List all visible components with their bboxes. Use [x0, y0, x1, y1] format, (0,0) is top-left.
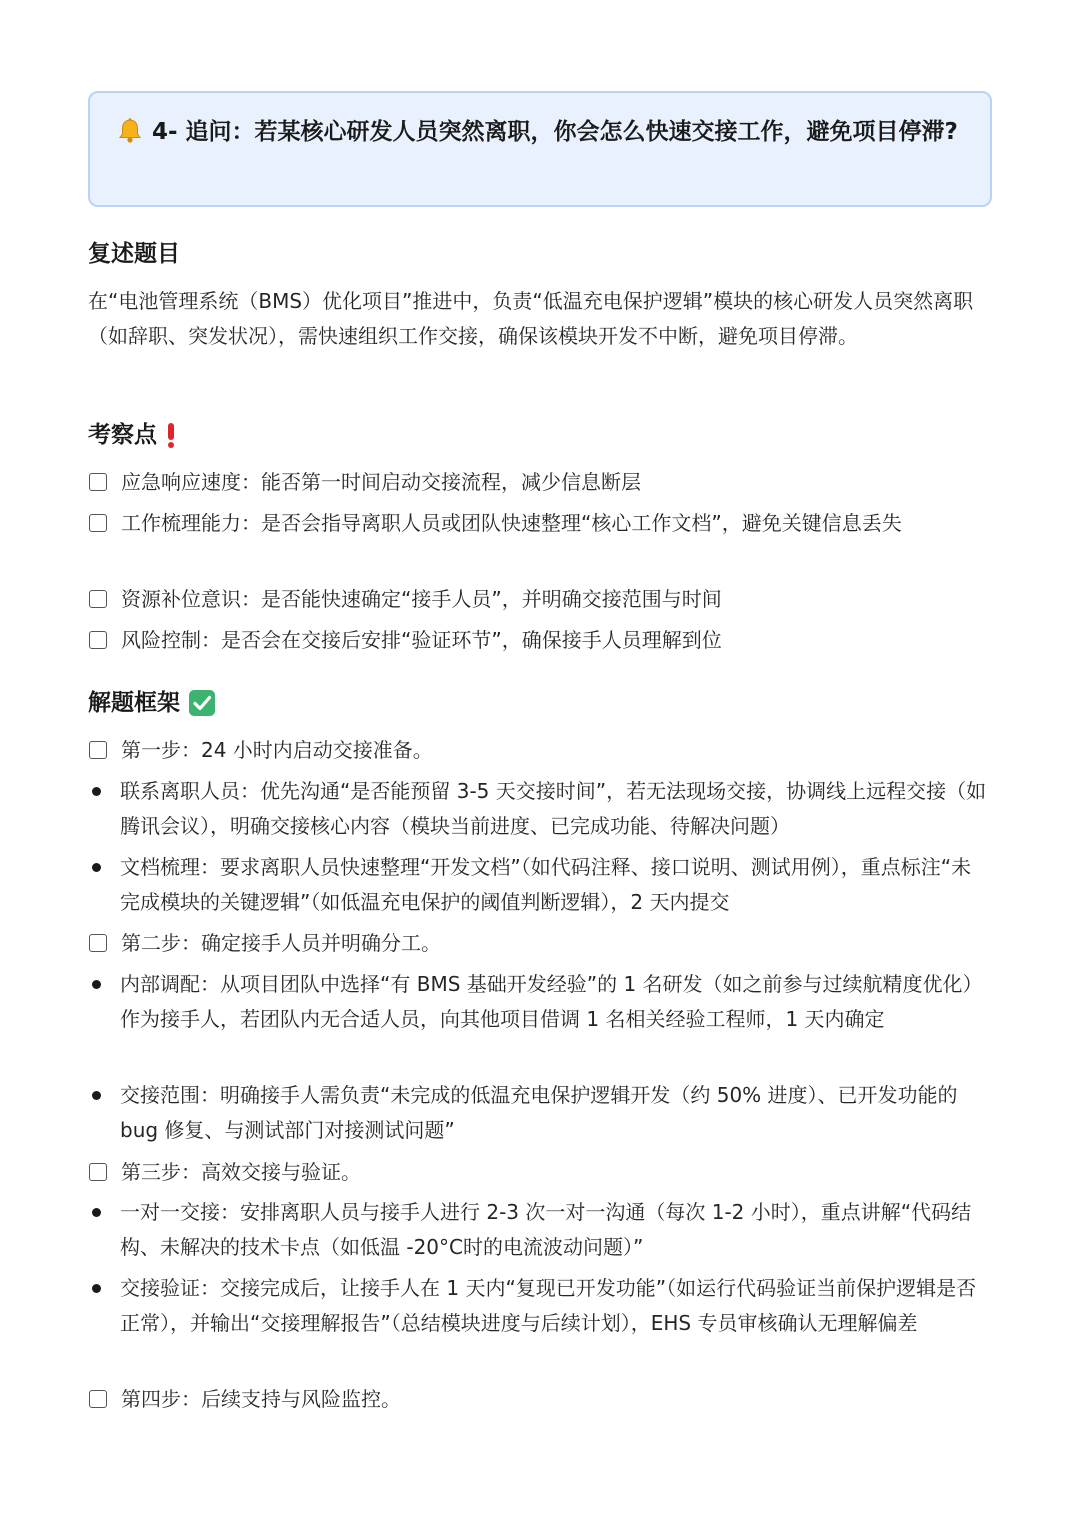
points-item-text: 工作梳理能力：是否会指导离职人员或团队快速整理“核心工作文档”，避免关键信息丢失: [121, 511, 902, 535]
bullet-dot: [92, 863, 101, 872]
framework-bullet-text: 交接验证：交接完成后，让接手人在 1 天内“复现已开发功能”（如运行代码验证当前保护逻辑是否正常），并输出“交接理解报告”（总结模块进度与后续计划），EHS 专员审核确认无理解偏差: [120, 1276, 977, 1335]
points-item: [88, 506, 998, 541]
points-heading: 考察点: [88, 419, 177, 451]
checkbox[interactable]: [89, 741, 107, 759]
framework-bullet: [88, 1195, 998, 1265]
framework-bullet: [88, 774, 998, 844]
bullet-dot: [92, 1284, 101, 1293]
bullet-dot: [92, 980, 101, 989]
framework-bullet-text: 文档梳理：要求离职人员快速整理“开发文档”（如代码注释、接口说明、测试用例），重点标注“未完成模块的关键逻辑”（如低温充电保护的阈值判断逻辑），2 天内提交: [120, 855, 972, 914]
points-item: [88, 623, 998, 658]
points-item: [88, 465, 998, 500]
points-item-text: 应急响应速度：能否第一时间启动交接流程，减少信息断层: [121, 470, 641, 494]
framework-bullet: [88, 1271, 998, 1341]
points-item-text: 风险控制：是否会在交接后安排“验证环节”，确保接手人员理解到位: [121, 628, 722, 652]
framework-heading: 解题框架: [88, 687, 216, 719]
framework-step-text: 第一步：24 小时内启动交接准备。: [121, 738, 433, 762]
framework-step: [88, 733, 998, 768]
framework-step-text: 第二步：确定接手人员并明确分工。: [121, 931, 441, 955]
check-mark-icon: [188, 689, 216, 717]
bullet-dot: [92, 787, 101, 796]
framework-step: [88, 1155, 998, 1190]
callout-title: 4- 追问：若某核心研发人员突然离职，你会怎么快速交接工作，避免项目停滞?: [152, 119, 958, 145]
framework-bullet-text: 一对一交接：安排离职人员与接手人进行 2-3 次一对一沟通（每次 1-2 小时），重点讲解“代码结构、未解决的技术卡点（如低温 -20°C时的电流波动问题）”: [120, 1200, 972, 1259]
bullet-dot: [92, 1091, 101, 1100]
framework-bullet: [88, 850, 998, 920]
framework-bullet: [88, 967, 998, 1037]
checkbox[interactable]: [89, 590, 107, 608]
bullet-dot: [92, 1208, 101, 1217]
points-item-text: 资源补位意识：是否能快速确定“接手人员”，并明确交接范围与时间: [121, 587, 722, 611]
framework-step: [88, 926, 998, 961]
framework-step: [88, 1382, 998, 1417]
checkbox[interactable]: [89, 514, 107, 532]
checkbox[interactable]: [89, 934, 107, 952]
framework-step-text: 第四步：后续支持与风险监控。: [121, 1387, 401, 1411]
checkbox[interactable]: [89, 1163, 107, 1181]
restate-heading: 复述题目: [88, 241, 180, 267]
bell-icon: [116, 117, 144, 145]
question-callout: [88, 91, 992, 207]
framework-bullet-text: 联系离职人员：优先沟通“是否能预留 3-5 天交接时间”，若无法现场交接，协调线上远程交接（如腾讯会议），明确交接核心内容（模块当前进度、已完成功能、待解决问题）: [120, 779, 987, 838]
framework-bullet-text: 内部调配：从项目团队中选择“有 BMS 基础开发经验”的 1 名研发（如之前参与过续航精度优化）作为接手人，若团队内无合适人员，向其他项目借调 1 名相关经验工程师，1 天内确定: [120, 972, 983, 1031]
framework-bullet-text: 交接范围：明确接手人需负责“未完成的低温充电保护逻辑开发（约 50% 进度）、已开发功能的 bug 修复、与测试部门对接测试问题”: [120, 1083, 958, 1142]
checkbox[interactable]: [89, 631, 107, 649]
checkbox[interactable]: [89, 473, 107, 491]
framework-step-text: 第三步：高效交接与验证。: [121, 1160, 361, 1184]
exclamation-icon: [165, 421, 177, 449]
points-item: [88, 582, 998, 617]
framework-bullet: [88, 1078, 998, 1148]
restate-body: 在“电池管理系统（BMS）优化项目”推进中，负责“低温充电保护逻辑”模块的核心研发人员突然离职（如辞职、突发状况），需快速组织工作交接，确保该模块开发不中断，避免项目停滞。: [88, 289, 974, 348]
checkbox[interactable]: [89, 1390, 107, 1408]
